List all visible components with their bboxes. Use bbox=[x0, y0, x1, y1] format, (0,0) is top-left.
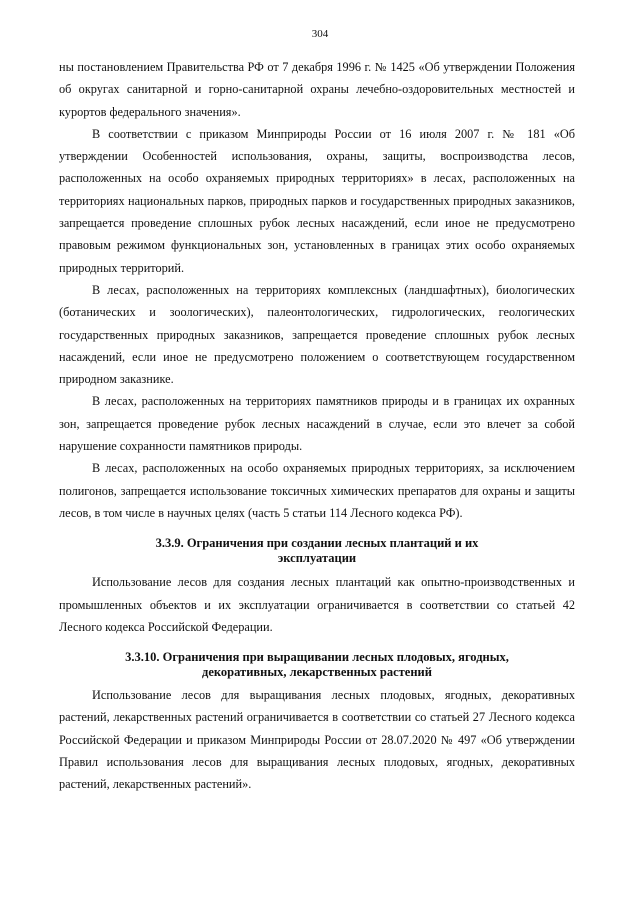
paragraph-1: ны постановлением Правительства РФ от 7 декабря 1996 г. № 1425 «Об утверждении Положения об округах санитарной и горно-санитарной охраны лечебно-оздоровительных местностей и курортов федерального значения». bbox=[59, 60, 575, 119]
section-heading-3-3-9 bbox=[59, 536, 575, 565]
section-heading-3-3-10 bbox=[59, 650, 575, 679]
paragraph-2: В соответствии с приказом Минприроды России от 16 июля 2007 г. № 181 «Об утверждении Особенностей использования, охраны, защиты, воспроизводства лесов, расположенных на особо охраняемых природных территориях» в лесах, расположенных на территориях национальных парков, природных парков и государственных природных заказников, запрещается проведение сплошных рубок лесных насаждений, если иное не предусмотрено правовым режимом функциональных зон, установленных в границах этих особо охраняемых природных территорий. bbox=[59, 126, 575, 275]
document-body bbox=[59, 56, 575, 796]
paragraph-5: В лесах, расположенных на особо охраняемых природных территориях, за исключением полигонов, запрещается использование токсичных химических препаратов для охраны и защиты лесов, в том числе в научных целях (часть 5 статьи 114 Лесного кодекса РФ). bbox=[59, 461, 575, 520]
section-heading-line-2: декоративных, лекарственных растений bbox=[202, 664, 432, 679]
paragraph-3: В лесах, расположенных на территориях комплексных (ландшафтных), биологических (ботанических и зоологических), палеонтологических, гидрологических, геологических государственных природных заказников, запрещается проведение сплошных рубок лесных насаждений, если иное не предусмотрено положением о соответствующем государственном природном заказнике. bbox=[59, 282, 575, 387]
paragraph-4: В лесах, расположенных на территориях памятников природы и в границах их охранных зон, запрещается проведение рубок лесных насаждений в случае, если это влечет за собой нарушение сохранности памятников природы. bbox=[59, 394, 575, 454]
section-heading-line-1: 3.3.9. Ограничения при создании лесных плантаций и их bbox=[155, 536, 479, 551]
section-3-3-10-text: Использование лесов для выращивания лесных плодовых, ягодных, декоративных растений, лекарственных растений ограничивается в соответствии со статьей 27 Лесного кодекса Российской Федерации и приказом Минприроды России от 28.07.2020 № 497 «Об утверждении Правил использования лесов для выращивания лесных плодовых, ягодных, декоративных растений, лекарственных растений». bbox=[59, 688, 575, 792]
section-3-3-9-text: Использование лесов для создания лесных плантаций как опытно-производственных и промышленных объектов и их эксплуатации ограничивается в соответствии со статьей 42 Лесного кодекса Российской Федерации. bbox=[59, 575, 575, 634]
section-heading-line-2: эксплуатации bbox=[277, 550, 357, 565]
page-number: 304 bbox=[311, 28, 329, 40]
section-heading-line-1: 3.3.10. Ограничения при выращивании лесных плодовых, ягодных, bbox=[125, 650, 509, 665]
